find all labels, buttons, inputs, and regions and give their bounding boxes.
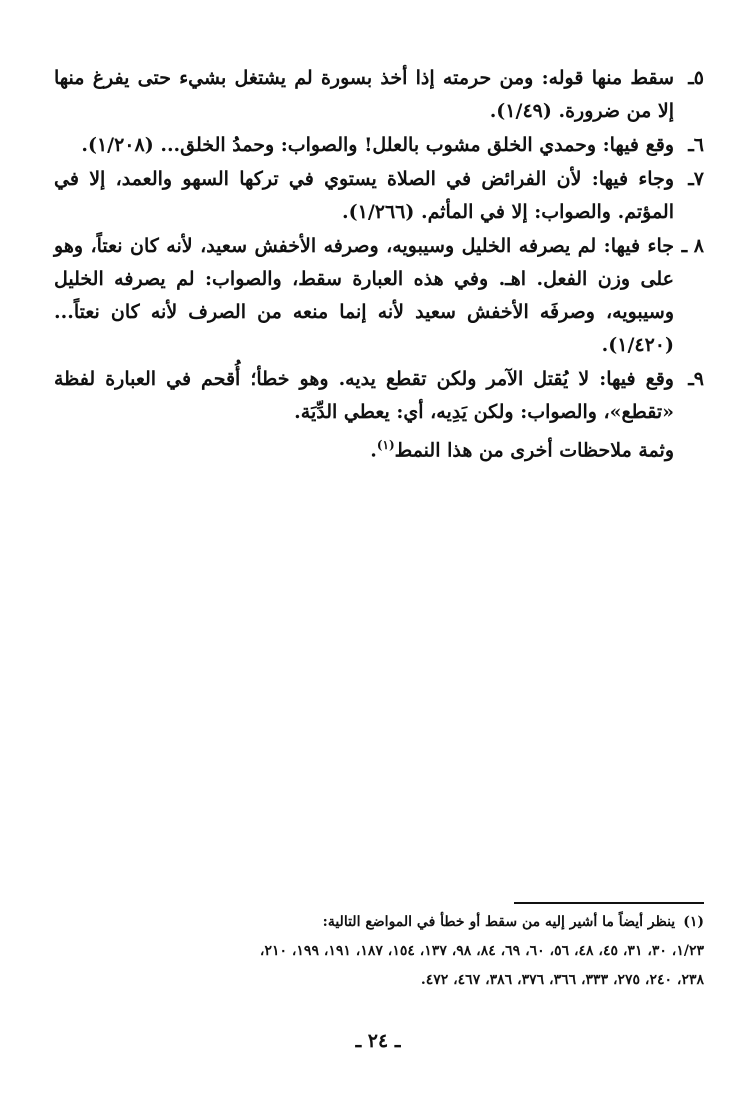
list-item — [54, 62, 704, 128]
list-item — [54, 230, 704, 362]
page-number: ـ ٢٤ ـ — [355, 1030, 401, 1052]
footnote — [54, 908, 704, 995]
list-item — [54, 129, 704, 162]
item-number: ٨ ـ — [681, 235, 704, 257]
closing-text: وثمة ملاحظات أخرى من هذا النمط — [394, 439, 674, 462]
item-text: وقع فيها: وحمدي الخلق مشوب بالعلل! والصواب: وحمدُ الخلق... (١/٢٠٨). — [81, 134, 674, 156]
footnote-line — [54, 908, 704, 937]
footnote-intro: ينظر أيضاً ما أشير إليه من سقط أو خطأ في المواضع التالية: — [322, 914, 676, 930]
item-text: جاء فيها: لم يصرفه الخليل وسيبويه، وصرفه الأخفش سعيد، لأنه كان نعتاً، وهو على وزن الفعل. اهـ. وفي هذه العبارة سقط، والصواب: لم يصرفه الخليل وسيبويه، وصرفَه الأخفش سعيد لأنه إنما منعه من الصرف لأنه كان نعتاً... (١/٤٢٠). — [54, 235, 674, 356]
item-text: سقط منها قوله: ومن حرمته إذا أخذ بسورة لم يشتغل بشيء حتى يفرغ منها إلا من ضرورة. (١/٤٩). — [54, 67, 674, 122]
footnote-reference: (١) — [376, 438, 395, 452]
list-item — [54, 363, 704, 429]
item-text: وجاء فيها: لأن الفرائض في الصلاة يستوي في تركها السهو والعمد، إلا في المؤتم. والصواب: إلا في المأثم. (١/٢٦٦). — [54, 168, 674, 223]
footnote-line: ١/٢٣، ٣٠، ٣١، ٤٥، ٤٨، ٥٦، ٦٠، ٦٩، ٨٤، ٩٨، ١٣٧، ١٥٤، ١٨٧، ١٩١، ١٩٩، ٢١٠، — [259, 943, 704, 959]
item-number: ٩ـ — [688, 368, 704, 390]
item-text: وقع فيها: لا يُقتل الآمر ولكن تقطع يديه. وهو خطأ؛ أُقحم في العبارة لفظة «تقطع»، والصواب: ولكن يَدِيه، أي: يعطي الدِّيَة. — [54, 368, 674, 423]
closing-sentence — [54, 429, 704, 467]
footnote-line: ٢٣٨، ٢٤٠، ٢٧٥، ٣٣٣، ٣٦٦، ٣٧٦، ٣٨٦، ٤٦٧، ٤٧٢. — [420, 972, 704, 988]
footnote-separator — [514, 902, 704, 904]
item-number: ٦ـ — [688, 134, 704, 156]
corrections-list — [54, 62, 704, 467]
footnote-marker: (١) — [683, 914, 704, 930]
closing-end: . — [370, 439, 377, 462]
list-item — [54, 163, 704, 229]
item-number: ٧ـ — [688, 168, 704, 190]
item-number: ٥ـ — [688, 67, 704, 89]
